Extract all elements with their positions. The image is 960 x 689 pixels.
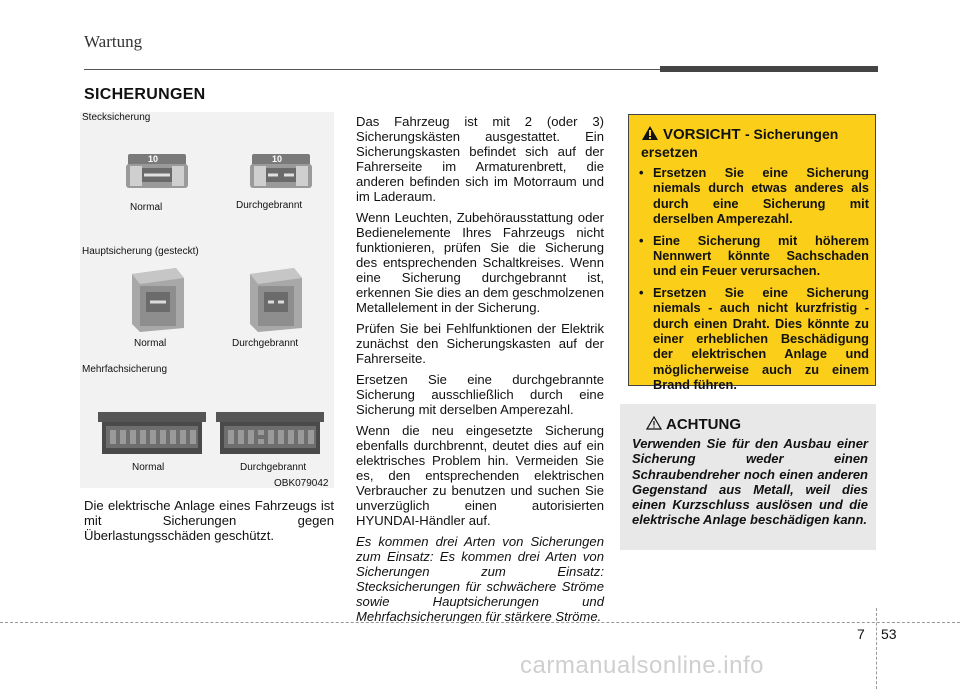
- label-main-fuse: Hauptsicherung (gesteckt): [82, 246, 199, 257]
- intro-paragraph: Die elektrische Anlage eines Fahrzeugs ist mit Sicherungen gegen Überlastungsschäden geschützt.: [84, 498, 334, 543]
- caution-heading: [641, 125, 871, 162]
- multi-fuse-normal-image: [96, 406, 208, 460]
- intro-text-column: [84, 498, 334, 549]
- page-title: SICHERUNGEN: [84, 86, 206, 103]
- warning-outline-icon: [646, 416, 662, 430]
- page-number-separator: [876, 608, 877, 689]
- body-text-column: [356, 114, 604, 630]
- warning-icon: [641, 125, 659, 141]
- bullet: •: [639, 165, 644, 180]
- plug-rating-blown: 10: [272, 154, 283, 164]
- caution-item: [637, 285, 869, 393]
- paragraph-1: Das Fahrzeug ist mit 2 (oder 3) Sicherungskästen ausgestattet. Ein Sicherungskasten befindet sich auf der Fahrerseite im Armaturenbrett, die anderen befinden sich im Motorraum und im Laderaum.: [356, 114, 604, 204]
- main-fuse-normal-image: [122, 266, 186, 334]
- caution-list: [637, 165, 869, 399]
- caution-item: [637, 165, 869, 227]
- main-fuse-blown-image: [240, 266, 304, 334]
- header-rule-thick: [660, 66, 878, 72]
- bullet: •: [639, 232, 644, 248]
- plug-rating-normal: 10: [148, 154, 159, 164]
- label-plug-fuse: Stecksicherung: [82, 112, 151, 123]
- label-normal-3: Normal: [132, 462, 165, 473]
- caution-word: VORSICHT: [663, 126, 741, 143]
- paragraph-6-italic: Es kommen drei Arten von Sicherungen zum Einsatz: Es kommen drei Arten von Sicherungen zum Einsatz: Stecksicherungen für schwächere Ströme sowie Hauptsicherungen und Mehrfachsicherungen für stärkere Ströme.: [356, 534, 604, 624]
- paragraph-3: Prüfen Sie bei Fehlfunktionen der Elektrik zunächst den Sicherungskasten auf der Fahrerseite.: [356, 321, 604, 366]
- caution-subtitle: - Sicherungen ersetzen: [641, 126, 839, 160]
- watermark: carmanualsonline.info: [520, 652, 764, 679]
- label-normal-1: Normal: [130, 202, 163, 213]
- header-rule-thin: [84, 69, 664, 70]
- chapter-number: 7: [857, 626, 865, 642]
- paragraph-5: Wenn die neu eingesetzte Sicherung ebenfalls durchbrennt, deutet dies auf ein elektrisches Problem hin. Vermeiden Sie es, den entsprechenden elektrischen Verbraucher zu benutzen und suchen Sie unverzüglich einen autorisierten HYUNDAI-Händler auf.: [356, 423, 604, 528]
- footer-rule: [0, 622, 960, 623]
- fuse-figure: [80, 112, 334, 488]
- label-blown-1: Durchgebrannt: [236, 200, 303, 211]
- label-blown-2: Durchgebrannt: [232, 338, 299, 349]
- paragraph-2: Wenn Leuchten, Zubehörausstattung oder Bedienelemente Ihres Fahrzeugs nicht funktionieren, prüfen Sie die Sicherung des entsprechenden Schaltkreises. Wenn eine Sicherung durchgebrannt ist, erkennen Sie dies an dem geschmolzenen Metallelement in der Sicherung.: [356, 210, 604, 315]
- notice-heading: [646, 416, 741, 433]
- label-multi-fuse: Mehrfachsicherung: [82, 364, 168, 375]
- notice-text: Verwenden Sie für den Ausbau einer Sicherung weder einen Schraubendreher noch einen anderen Gegenstand aus Metall, weil dies einen Kurzschluss auslösen und die elektrische Anlage beschädigen kann.: [632, 436, 868, 528]
- page-number: 53: [881, 626, 897, 642]
- label-blown-3: Durchgebrannt: [240, 462, 307, 473]
- caution-item: [637, 233, 869, 279]
- caution-item-text: Ersetzen Sie eine Sicherung niemals durch etwas anderes als durch eine Sicherung mit derselben Amperezahl.: [653, 165, 869, 227]
- caution-item-text: Eine Sicherung mit höherem Nennwert könnte Sachschaden und ein Feuer verursachen.: [653, 232, 869, 279]
- bullet: •: [639, 284, 644, 300]
- figure-code: OBK079042: [274, 478, 329, 489]
- multi-fuse-blown-image: [214, 406, 326, 460]
- notice-box: [620, 404, 876, 550]
- label-normal-2: Normal: [134, 338, 167, 349]
- caution-box: [628, 114, 876, 393]
- caution-item-text: Ersetzen Sie eine Sicherung niemals - auch nicht kurzfristig - durch einen Draht. Dies könnte zu einer erheblichen Beschädigung der elektrischen Anlage und möglicherweise auch zu einem Brand führen.: [653, 284, 869, 393]
- notice-word: ACHTUNG: [666, 416, 741, 433]
- paragraph-4: Ersetzen Sie eine durchgebrannte Sicherung ausschließlich durch eine Sicherung mit derselben Amperezahl.: [356, 372, 604, 417]
- section-header: Wartung: [84, 32, 143, 51]
